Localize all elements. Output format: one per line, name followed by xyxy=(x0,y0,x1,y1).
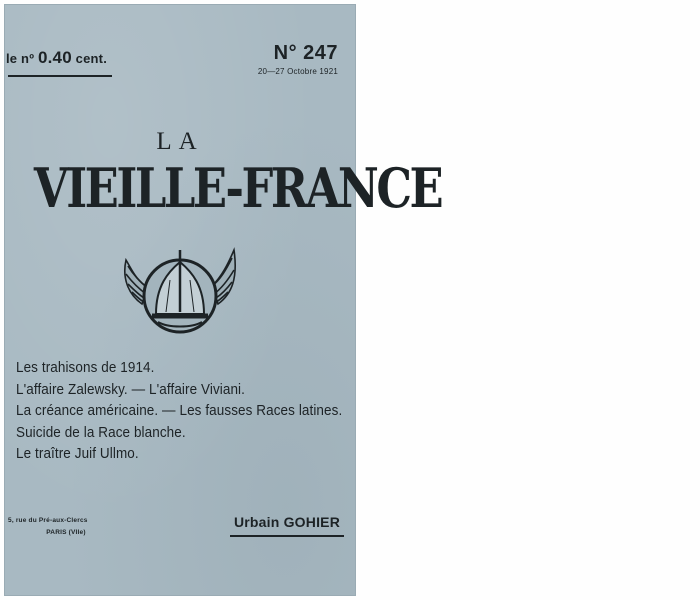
contents-item: L'affaire Zalewsky. — L'affaire Viviani. xyxy=(16,381,245,398)
contents-item: Suicide de la Race blanche. xyxy=(16,424,186,441)
issue-date: 20—27 Octobre 1921 xyxy=(257,67,338,76)
author-name: Urbain GOHIER xyxy=(233,514,341,530)
contents-item: La créance américaine. — Les fausses Races latines. xyxy=(16,403,343,419)
contents-item: Les trahisons de 1914. xyxy=(16,360,155,376)
address-street: 5, rue du Pré-aux-Clercs xyxy=(8,517,88,524)
price-prefix: le nº xyxy=(6,51,35,66)
author-underline xyxy=(230,535,344,537)
title-article: LA xyxy=(156,128,204,155)
issue-number: N° 247 xyxy=(273,42,338,64)
address-city: PARIS (VIIe) xyxy=(46,529,86,536)
price-label xyxy=(6,48,107,68)
winged-helmet-icon xyxy=(118,242,242,338)
issue-block xyxy=(258,42,338,76)
contents-item: Le traître Juif Ullmo. xyxy=(16,446,139,462)
publisher-address xyxy=(8,515,124,539)
price-value: 0.40 xyxy=(37,48,72,67)
magazine-cover xyxy=(4,4,442,596)
masthead-title: VIEILLE-FRANCE xyxy=(33,156,442,220)
price-underline xyxy=(8,75,112,77)
contents-list xyxy=(16,358,367,466)
price-unit: cent. xyxy=(75,51,108,66)
